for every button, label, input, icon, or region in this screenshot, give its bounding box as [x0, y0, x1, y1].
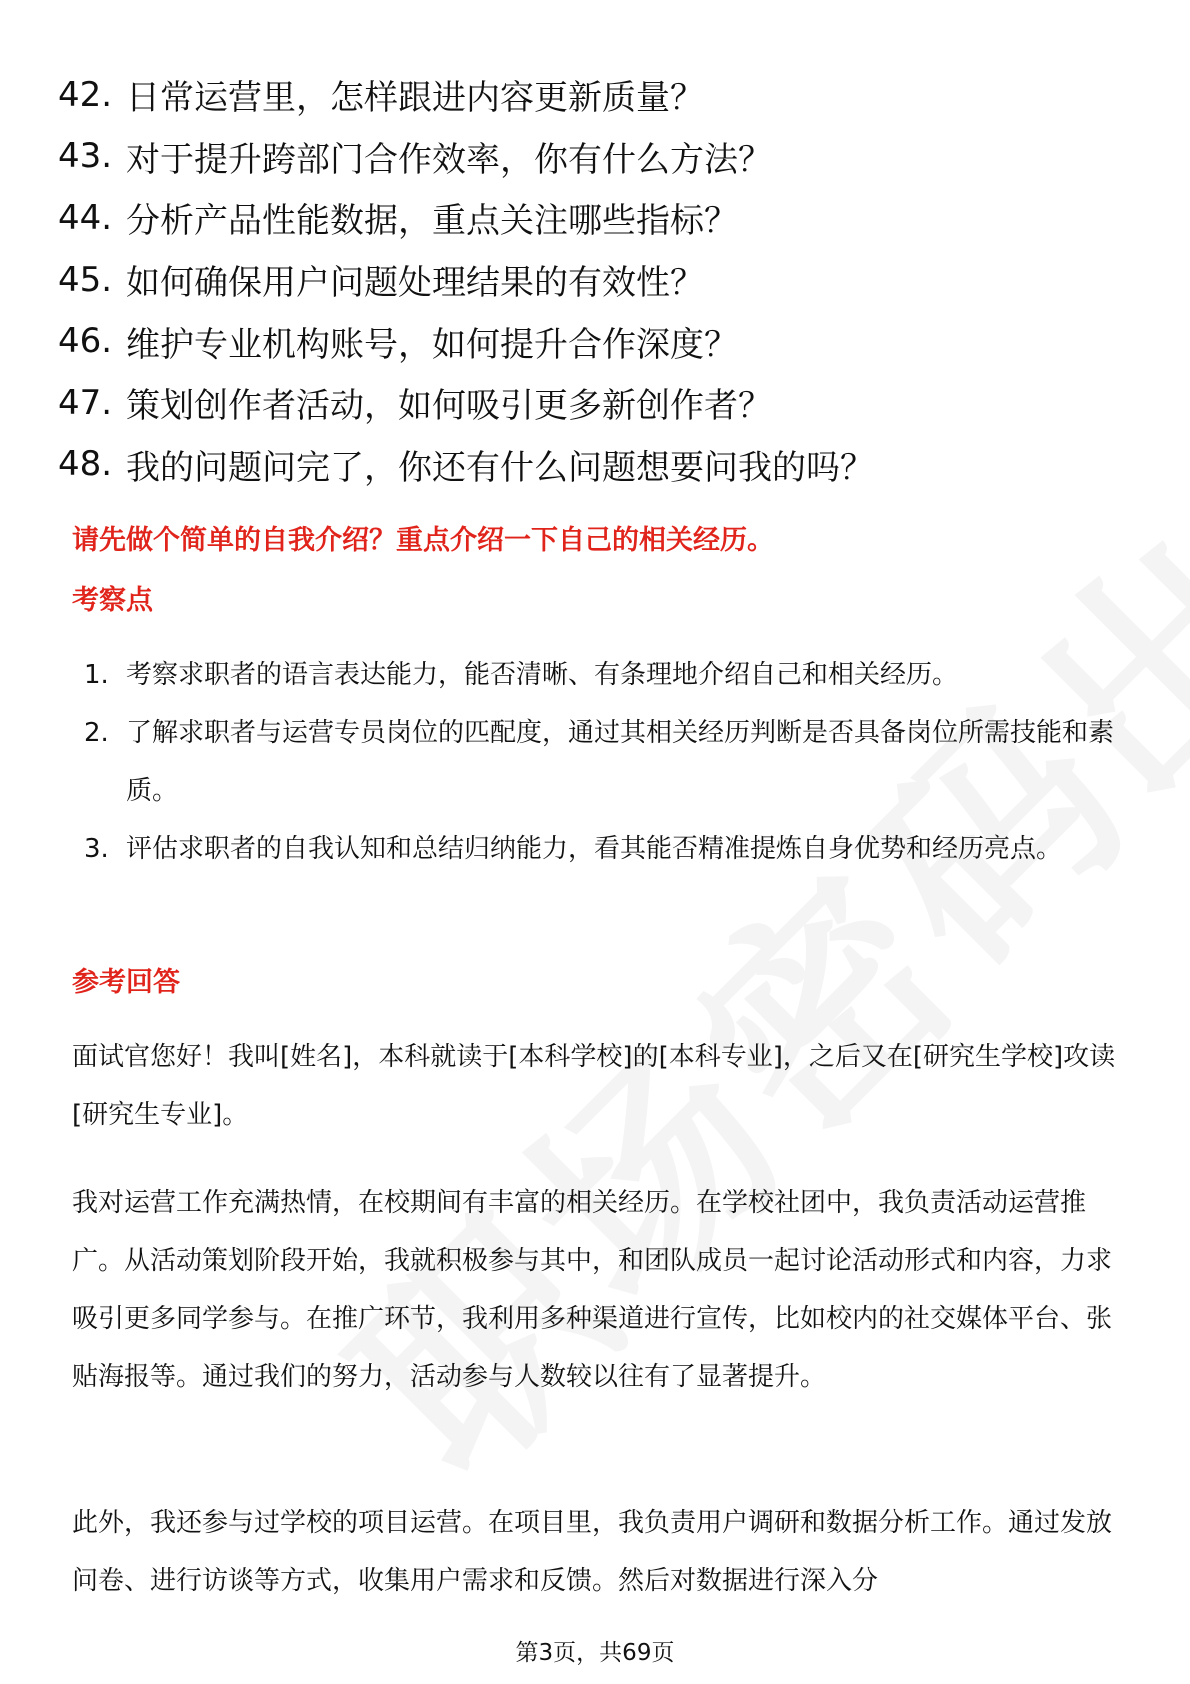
answer-paragraph: 面试官您好！我叫[姓名]，本科就读于[本科学校]的[本科专业]，之后又在[研究生学校]攻读[研究生专业]。 — [72, 1042, 1116, 1130]
question-number: 46. — [58, 321, 113, 362]
question-item — [58, 310, 1138, 372]
points-list — [84, 646, 1124, 878]
answer-paragraph: 此外，我还参与过学校的项目运营。在项目里，我负责用户调研和数据分析工作。通过发放问卷、进行访谈等方式，收集用户需求和反馈。然后对数据进行深入分 — [72, 1508, 1113, 1596]
point-text: 评估求职者的自我认知和总结归纳能力，看其能否精准提炼自身优势和经历亮点。 — [126, 834, 1063, 864]
point-number: 3. — [84, 834, 109, 864]
question-number: 43. — [58, 136, 113, 177]
question-number: 42. — [58, 74, 113, 115]
point-item — [84, 820, 1124, 878]
point-item — [84, 646, 1124, 704]
point-text: 了解求职者与运营专员岗位的匹配度，通过其相关经历判断是否具备岗位所需技能和素质。 — [126, 718, 1115, 806]
question-text: 如何确保用户问题处理结果的有效性？ — [126, 263, 704, 304]
point-number: 2. — [84, 718, 109, 748]
question-item — [58, 434, 1138, 496]
question-number: 44. — [58, 197, 113, 238]
question-item — [58, 249, 1138, 311]
question-text: 我的问题问完了，你还有什么问题想要问我的吗？ — [126, 447, 874, 488]
question-text: 对于提升跨部门合作效率，你有什么方法？ — [126, 139, 772, 180]
question-item — [58, 126, 1138, 188]
question-number: 47. — [58, 382, 113, 423]
question-number: 45. — [58, 259, 113, 300]
point-item — [84, 704, 1124, 820]
page-footer: 第3页，共69页 — [515, 1640, 675, 1666]
question-number: 48. — [58, 444, 113, 485]
answer-paragraph: 我对运营工作充满热情，在校期间有丰富的相关经历。在学校社团中，我负责活动运营推广。从活动策划阶段开始，我就积极参与其中，和团队成员一起讨论活动形式和内容，力求吸引更多同学参与。在推广环节，我利用多种渠道进行宣传，比如校内的社交媒体平台、张贴海报等。通过我们的努力，活动参与人数较以往有了显著提升。 — [72, 1188, 1113, 1392]
question-list — [58, 64, 1138, 495]
points-heading: 考察点 — [72, 585, 153, 616]
point-text: 考察求职者的语言表达能力，能否清晰、有条理地介绍自己和相关经历。 — [126, 660, 959, 690]
question-item — [58, 187, 1138, 249]
answer-heading: 参考回答 — [72, 967, 180, 998]
question-text: 策划创作者活动，如何吸引更多新创作者？ — [126, 386, 772, 427]
section-title: 请先做个简单的自我介绍？重点介绍一下自己的相关经历。 — [72, 525, 774, 556]
point-number: 1. — [84, 660, 109, 690]
question-item — [58, 372, 1138, 434]
question-text: 维护专业机构账号，如何提升合作深度？ — [126, 324, 738, 365]
question-text: 日常运营里，怎样跟进内容更新质量？ — [126, 78, 704, 119]
question-item — [58, 64, 1138, 126]
question-text: 分析产品性能数据，重点关注哪些指标？ — [126, 201, 738, 242]
